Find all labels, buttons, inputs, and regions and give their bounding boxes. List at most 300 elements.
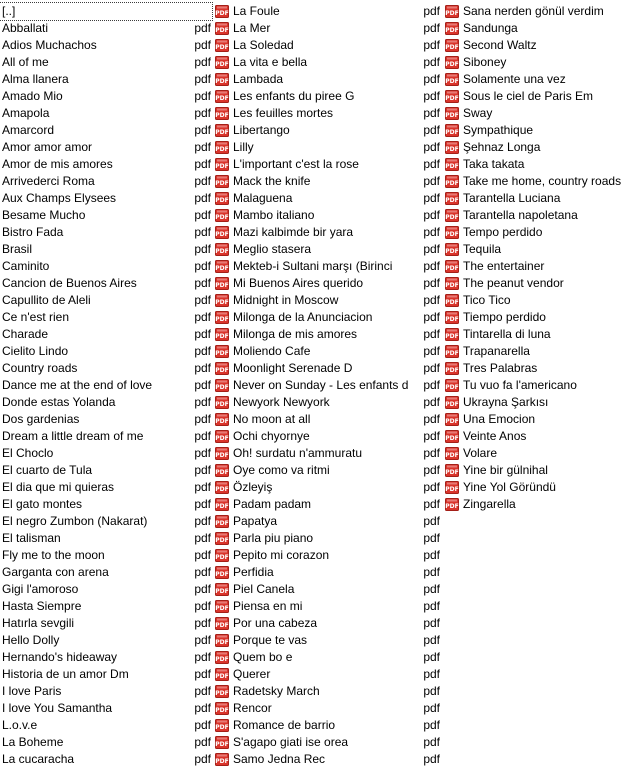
parent-directory-item[interactable] xyxy=(0,3,212,20)
file-extension: pdf xyxy=(423,718,440,732)
file-list-item[interactable] xyxy=(443,122,643,139)
file-extension: pdf xyxy=(194,429,211,443)
file-name: Besame Mucho xyxy=(2,208,86,222)
file-list-item[interactable] xyxy=(213,292,441,309)
file-extension: pdf xyxy=(194,412,211,426)
file-extension: pdf xyxy=(194,123,211,137)
pdf-icon-label: PDF xyxy=(444,78,459,85)
file-list-item[interactable] xyxy=(213,564,441,581)
pdf-file-icon xyxy=(444,107,459,120)
file-name: Garganta con arena xyxy=(2,565,109,579)
file-list-item[interactable] xyxy=(0,241,212,258)
file-list-item[interactable] xyxy=(0,547,212,564)
file-name: L'important c'est la rose xyxy=(233,157,359,171)
file-list-item[interactable] xyxy=(213,700,441,717)
pdf-file-icon xyxy=(444,124,459,137)
pdf-file-icon xyxy=(214,243,229,256)
file-list-item[interactable] xyxy=(443,445,643,462)
pdf-icon-label: PDF xyxy=(214,707,229,714)
file-list-item[interactable] xyxy=(213,683,441,700)
file-name: Pepito mi corazon xyxy=(233,548,330,562)
pdf-file-icon xyxy=(214,379,229,392)
pdf-file-icon xyxy=(444,362,459,375)
pdf-icon-label: PDF xyxy=(214,435,229,442)
file-name: Mi Buenos Aires querido xyxy=(233,276,364,290)
pdf-file-icon xyxy=(214,464,229,477)
file-list-item[interactable] xyxy=(213,632,441,649)
file-list-item[interactable] xyxy=(213,105,441,122)
pdf-file-icon xyxy=(214,277,229,290)
file-name: Dos gardenias xyxy=(2,412,80,426)
file-name: Siboney xyxy=(463,55,507,69)
file-extension: pdf xyxy=(423,106,440,120)
file-extension: pdf xyxy=(423,412,440,426)
file-list-item[interactable] xyxy=(0,20,212,37)
file-extension: pdf xyxy=(194,276,211,290)
file-list-item[interactable] xyxy=(0,428,212,445)
file-list-item[interactable] xyxy=(0,615,212,632)
file-list-item[interactable] xyxy=(213,173,441,190)
file-extension: pdf xyxy=(194,157,211,171)
file-extension: pdf xyxy=(423,735,440,749)
file-list-item[interactable] xyxy=(443,394,643,411)
file-list-item[interactable] xyxy=(443,190,643,207)
pdf-icon-label: PDF xyxy=(444,231,459,238)
file-extension: pdf xyxy=(423,191,440,205)
pdf-icon-label: PDF xyxy=(444,163,459,170)
file-name: Midnight in Moscow xyxy=(233,293,339,307)
file-list-item[interactable] xyxy=(443,309,643,326)
file-list-item[interactable] xyxy=(0,445,212,462)
file-list-item[interactable] xyxy=(213,445,441,462)
file-list-item[interactable] xyxy=(0,496,212,513)
file-list-item[interactable] xyxy=(213,717,441,734)
file-name: Piensa en mi xyxy=(233,599,303,613)
pdf-file-icon xyxy=(444,226,459,239)
file-name: Tarantella napoletana xyxy=(463,208,578,222)
pdf-icon-label: PDF xyxy=(444,180,459,187)
pdf-file-icon xyxy=(444,192,459,205)
file-list-item[interactable] xyxy=(0,173,212,190)
pdf-icon-label: PDF xyxy=(444,27,459,34)
file-name: El gato montes xyxy=(2,497,83,511)
pdf-icon-label: PDF xyxy=(214,61,229,68)
file-list-item[interactable] xyxy=(213,71,441,88)
file-extension: pdf xyxy=(194,463,211,477)
file-list-item[interactable] xyxy=(443,462,643,479)
file-list-item[interactable] xyxy=(0,343,212,360)
file-name: Meglio stasera xyxy=(233,242,312,256)
file-name: Una Emocion xyxy=(463,412,536,426)
file-list-item[interactable] xyxy=(443,224,643,241)
file-list-item[interactable] xyxy=(443,292,643,309)
file-extension: pdf xyxy=(423,344,440,358)
pdf-file-icon xyxy=(214,583,229,596)
pdf-file-icon xyxy=(214,362,229,375)
pdf-icon-label: PDF xyxy=(214,27,229,34)
pdf-file-icon xyxy=(214,600,229,613)
file-name: Sana nerden gönül verdim xyxy=(463,4,604,18)
pdf-file-icon xyxy=(444,413,459,426)
file-list-item[interactable] xyxy=(213,258,441,275)
file-list-item[interactable] xyxy=(443,360,643,377)
pdf-file-icon xyxy=(444,73,459,86)
pdf-icon-label: PDF xyxy=(214,418,229,425)
file-list-item[interactable] xyxy=(213,734,441,751)
file-list-item[interactable] xyxy=(213,598,441,615)
file-name: La Soledad xyxy=(233,38,294,52)
file-list-item[interactable] xyxy=(443,326,643,343)
file-name: Amor de mis amores xyxy=(2,157,113,171)
file-list-item[interactable] xyxy=(0,564,212,581)
file-list-item[interactable] xyxy=(0,309,212,326)
pdf-icon-label: PDF xyxy=(444,367,459,374)
file-name: Volare xyxy=(463,446,498,460)
file-list-item[interactable] xyxy=(443,3,643,20)
pdf-file-icon xyxy=(214,5,229,18)
file-extension: pdf xyxy=(194,548,211,562)
file-list-item[interactable] xyxy=(443,37,643,54)
file-list-item[interactable] xyxy=(0,632,212,649)
file-name: Romance de barrio xyxy=(233,718,336,732)
file-list-item[interactable] xyxy=(213,156,441,173)
pdf-file-icon xyxy=(214,90,229,103)
file-list-item[interactable] xyxy=(443,156,643,173)
file-name: Mazi kalbimde bir yara xyxy=(233,225,354,239)
file-list-item[interactable] xyxy=(443,241,643,258)
file-extension: pdf xyxy=(194,650,211,664)
pdf-icon-label: PDF xyxy=(214,520,229,527)
pdf-file-icon xyxy=(214,515,229,528)
file-list-item[interactable] xyxy=(213,377,441,394)
file-name: Amor amor amor xyxy=(2,140,93,154)
file-extension: pdf xyxy=(423,599,440,613)
file-list-item[interactable] xyxy=(213,615,441,632)
file-name: Brasil xyxy=(2,242,33,256)
pdf-file-icon xyxy=(444,277,459,290)
file-list-item[interactable] xyxy=(443,428,643,445)
file-name: The peanut vendor xyxy=(463,276,564,290)
file-extension: pdf xyxy=(423,480,440,494)
pdf-file-icon xyxy=(214,311,229,324)
file-list-item[interactable] xyxy=(443,258,643,275)
pdf-icon-label: PDF xyxy=(214,571,229,578)
file-list-item[interactable] xyxy=(213,751,441,768)
pdf-file-icon xyxy=(214,736,229,749)
file-name: Tarantella Luciana xyxy=(463,191,561,205)
file-extension: pdf xyxy=(194,310,211,324)
file-name: Adios Muchachos xyxy=(2,38,97,52)
pdf-file-icon xyxy=(444,39,459,52)
file-list-item[interactable] xyxy=(443,479,643,496)
file-list-item[interactable] xyxy=(213,224,441,241)
file-list-item[interactable] xyxy=(443,105,643,122)
file-column-2 xyxy=(213,3,443,768)
file-list-item[interactable] xyxy=(0,207,212,224)
file-list-item[interactable] xyxy=(443,343,643,360)
pdf-file-icon xyxy=(214,447,229,460)
pdf-icon-label: PDF xyxy=(214,10,229,17)
file-list-item[interactable] xyxy=(0,411,212,428)
pdf-file-icon xyxy=(444,175,459,188)
file-list-item[interactable] xyxy=(0,122,212,139)
file-list-item[interactable] xyxy=(213,122,441,139)
pdf-file-icon xyxy=(214,549,229,562)
file-list-item[interactable] xyxy=(443,275,643,292)
file-name: Les feuilles mortes xyxy=(233,106,334,120)
file-extension: pdf xyxy=(423,548,440,562)
file-extension: pdf xyxy=(423,225,440,239)
file-extension: pdf xyxy=(194,344,211,358)
file-list-item[interactable] xyxy=(213,479,441,496)
file-list-item[interactable] xyxy=(213,275,441,292)
pdf-icon-label: PDF xyxy=(444,112,459,119)
pdf-icon-label: PDF xyxy=(214,129,229,136)
file-extension: pdf xyxy=(423,157,440,171)
file-extension: pdf xyxy=(194,191,211,205)
file-extension: pdf xyxy=(423,497,440,511)
file-list-item[interactable] xyxy=(443,411,643,428)
pdf-file-icon xyxy=(444,158,459,171)
file-list-item[interactable] xyxy=(213,241,441,258)
file-name: Querer xyxy=(233,667,271,681)
file-name: Piel Canela xyxy=(233,582,295,596)
file-list-item[interactable] xyxy=(0,377,212,394)
pdf-icon-label: PDF xyxy=(444,248,459,255)
file-list-item[interactable] xyxy=(213,649,441,666)
file-name: I love Paris xyxy=(2,684,62,698)
file-name: Papatya xyxy=(233,514,278,528)
file-extension: pdf xyxy=(194,752,211,766)
file-list-item[interactable] xyxy=(213,394,441,411)
file-list-item[interactable] xyxy=(0,326,212,343)
pdf-icon-label: PDF xyxy=(444,214,459,221)
pdf-file-icon xyxy=(214,175,229,188)
file-list-item[interactable] xyxy=(0,275,212,292)
file-list-item[interactable] xyxy=(0,394,212,411)
file-extension: pdf xyxy=(423,55,440,69)
file-extension: pdf xyxy=(194,21,211,35)
file-name: The entertainer xyxy=(463,259,545,273)
file-list-item[interactable] xyxy=(0,190,212,207)
file-list-item[interactable] xyxy=(0,649,212,666)
file-list-item[interactable] xyxy=(0,258,212,275)
file-extension: pdf xyxy=(423,684,440,698)
pdf-file-icon xyxy=(444,56,459,69)
file-name: Amarcord xyxy=(2,123,55,137)
file-extension: pdf xyxy=(194,701,211,715)
file-list-item[interactable] xyxy=(443,377,643,394)
file-name: Mambo italiano xyxy=(233,208,315,222)
pdf-file-icon xyxy=(214,719,229,732)
pdf-icon-label: PDF xyxy=(214,367,229,374)
file-list-item[interactable] xyxy=(213,462,441,479)
pdf-icon-label: PDF xyxy=(214,401,229,408)
pdf-file-icon xyxy=(214,532,229,545)
file-list-item[interactable] xyxy=(213,343,441,360)
pdf-icon-label: PDF xyxy=(214,197,229,204)
file-list-item[interactable] xyxy=(443,88,643,105)
file-list-item[interactable] xyxy=(0,139,212,156)
file-extension: pdf xyxy=(423,38,440,52)
file-name: Moliendo Cafe xyxy=(233,344,311,358)
file-list-item[interactable] xyxy=(213,207,441,224)
file-extension: pdf xyxy=(423,752,440,766)
file-list-item[interactable] xyxy=(213,513,441,530)
file-list-item[interactable] xyxy=(0,734,212,751)
file-extension: pdf xyxy=(423,633,440,647)
file-list-item[interactable] xyxy=(213,326,441,343)
file-extension: pdf xyxy=(423,531,440,545)
file-extension: pdf xyxy=(423,72,440,86)
file-list-item[interactable] xyxy=(213,360,441,377)
file-list-item[interactable] xyxy=(213,581,441,598)
file-list-item[interactable] xyxy=(213,20,441,37)
file-list-item[interactable] xyxy=(213,411,441,428)
pdf-file-icon xyxy=(214,668,229,681)
file-name: Alma llanera xyxy=(2,72,69,86)
file-extension: pdf xyxy=(194,259,211,273)
file-list-item[interactable] xyxy=(443,173,643,190)
file-list-item[interactable] xyxy=(213,309,441,326)
file-list-item[interactable] xyxy=(213,496,441,513)
pdf-file-icon xyxy=(214,294,229,307)
pdf-icon-label: PDF xyxy=(214,554,229,561)
file-list-item[interactable] xyxy=(0,598,212,615)
file-list-item[interactable] xyxy=(0,479,212,496)
file-list-item[interactable] xyxy=(213,54,441,71)
pdf-icon-label: PDF xyxy=(444,61,459,68)
file-name: Quem bo e xyxy=(233,650,293,664)
pdf-file-icon xyxy=(444,209,459,222)
file-list-item[interactable] xyxy=(213,37,441,54)
file-name: Donde estas Yolanda xyxy=(2,395,116,409)
pdf-icon-label: PDF xyxy=(444,350,459,357)
pdf-icon-label: PDF xyxy=(214,265,229,272)
pdf-file-icon xyxy=(444,379,459,392)
file-name: Lilly xyxy=(233,140,254,154)
pdf-icon-label: PDF xyxy=(214,214,229,221)
file-list-item[interactable] xyxy=(443,207,643,224)
file-list-item[interactable] xyxy=(0,105,212,122)
file-list-item[interactable] xyxy=(213,547,441,564)
file-list-item[interactable] xyxy=(0,513,212,530)
file-extension: pdf xyxy=(423,650,440,664)
pdf-file-icon xyxy=(214,39,229,52)
file-list-item[interactable] xyxy=(0,700,212,717)
file-extension: pdf xyxy=(194,242,211,256)
file-name: Malaguena xyxy=(233,191,293,205)
file-extension: pdf xyxy=(423,429,440,443)
pdf-icon-label: PDF xyxy=(214,741,229,748)
pdf-file-icon xyxy=(444,294,459,307)
file-name: Ukrayna Şarkısı xyxy=(463,395,549,409)
file-list-item[interactable] xyxy=(0,717,212,734)
file-extension: pdf xyxy=(194,565,211,579)
file-list-item[interactable] xyxy=(443,71,643,88)
file-name: Sway xyxy=(463,106,493,120)
file-list-item[interactable] xyxy=(0,666,212,683)
file-extension: pdf xyxy=(423,242,440,256)
file-list-item[interactable] xyxy=(443,54,643,71)
pdf-file-icon xyxy=(214,158,229,171)
pdf-file-icon xyxy=(444,498,459,511)
file-name: Lambada xyxy=(233,72,284,86)
pdf-icon-label: PDF xyxy=(214,146,229,153)
file-list-item[interactable] xyxy=(0,683,212,700)
file-list-item[interactable] xyxy=(0,37,212,54)
file-name: Country roads xyxy=(2,361,78,375)
file-extension: pdf xyxy=(423,514,440,528)
file-list-item[interactable] xyxy=(213,190,441,207)
file-name: Tequila xyxy=(463,242,502,256)
file-list-item[interactable] xyxy=(213,428,441,445)
file-name: El negro Zumbon (Nakarat) xyxy=(2,514,148,528)
file-list-item[interactable] xyxy=(443,496,643,513)
pdf-file-icon xyxy=(214,22,229,35)
file-list-item[interactable] xyxy=(0,751,212,768)
file-name: El Choclo xyxy=(2,446,54,460)
pdf-file-icon xyxy=(214,634,229,647)
pdf-file-icon xyxy=(214,141,229,154)
file-extension: pdf xyxy=(194,72,211,86)
file-list-item[interactable] xyxy=(0,581,212,598)
file-list-item[interactable] xyxy=(0,71,212,88)
file-list-item[interactable] xyxy=(0,292,212,309)
pdf-icon-label: PDF xyxy=(444,486,459,493)
file-name: Parla piu piano xyxy=(233,531,314,545)
file-extension: pdf xyxy=(194,89,211,103)
pdf-file-icon xyxy=(214,617,229,630)
file-name: I love You Samantha xyxy=(2,701,113,715)
file-list-item[interactable] xyxy=(213,139,441,156)
file-list-item[interactable] xyxy=(213,88,441,105)
file-list-item[interactable] xyxy=(213,530,441,547)
file-list-item[interactable] xyxy=(0,156,212,173)
file-extension: pdf xyxy=(423,259,440,273)
file-name: Cancion de Buenos Aires xyxy=(2,276,137,290)
file-extension: pdf xyxy=(423,174,440,188)
file-list-item[interactable] xyxy=(0,360,212,377)
pdf-icon-label: PDF xyxy=(444,265,459,272)
file-list-item[interactable] xyxy=(0,88,212,105)
file-list-item[interactable] xyxy=(0,224,212,241)
pdf-icon-label: PDF xyxy=(214,503,229,510)
file-name: Por una cabeza xyxy=(233,616,318,630)
file-list-item[interactable] xyxy=(0,54,212,71)
file-extension: pdf xyxy=(423,21,440,35)
file-name: Cielito Lindo xyxy=(2,344,69,358)
file-list-item[interactable] xyxy=(213,666,441,683)
file-name: Milonga de mis amores xyxy=(233,327,358,341)
file-extension: pdf xyxy=(194,633,211,647)
file-extension: pdf xyxy=(194,446,211,460)
file-list-item[interactable] xyxy=(443,20,643,37)
pdf-icon-label: PDF xyxy=(214,724,229,731)
file-name: Tiempo perdido xyxy=(463,310,546,324)
file-extension: pdf xyxy=(423,616,440,630)
file-list-item[interactable] xyxy=(0,462,212,479)
pdf-icon-label: PDF xyxy=(214,112,229,119)
pdf-icon-label: PDF xyxy=(444,503,459,510)
pdf-file-icon xyxy=(214,753,229,766)
file-list-item[interactable] xyxy=(0,530,212,547)
file-extension: pdf xyxy=(194,480,211,494)
file-list-item[interactable] xyxy=(213,3,441,20)
file-name: Veinte Anos xyxy=(463,429,527,443)
file-name: El talisman xyxy=(2,531,61,545)
file-list-item[interactable] xyxy=(443,139,643,156)
